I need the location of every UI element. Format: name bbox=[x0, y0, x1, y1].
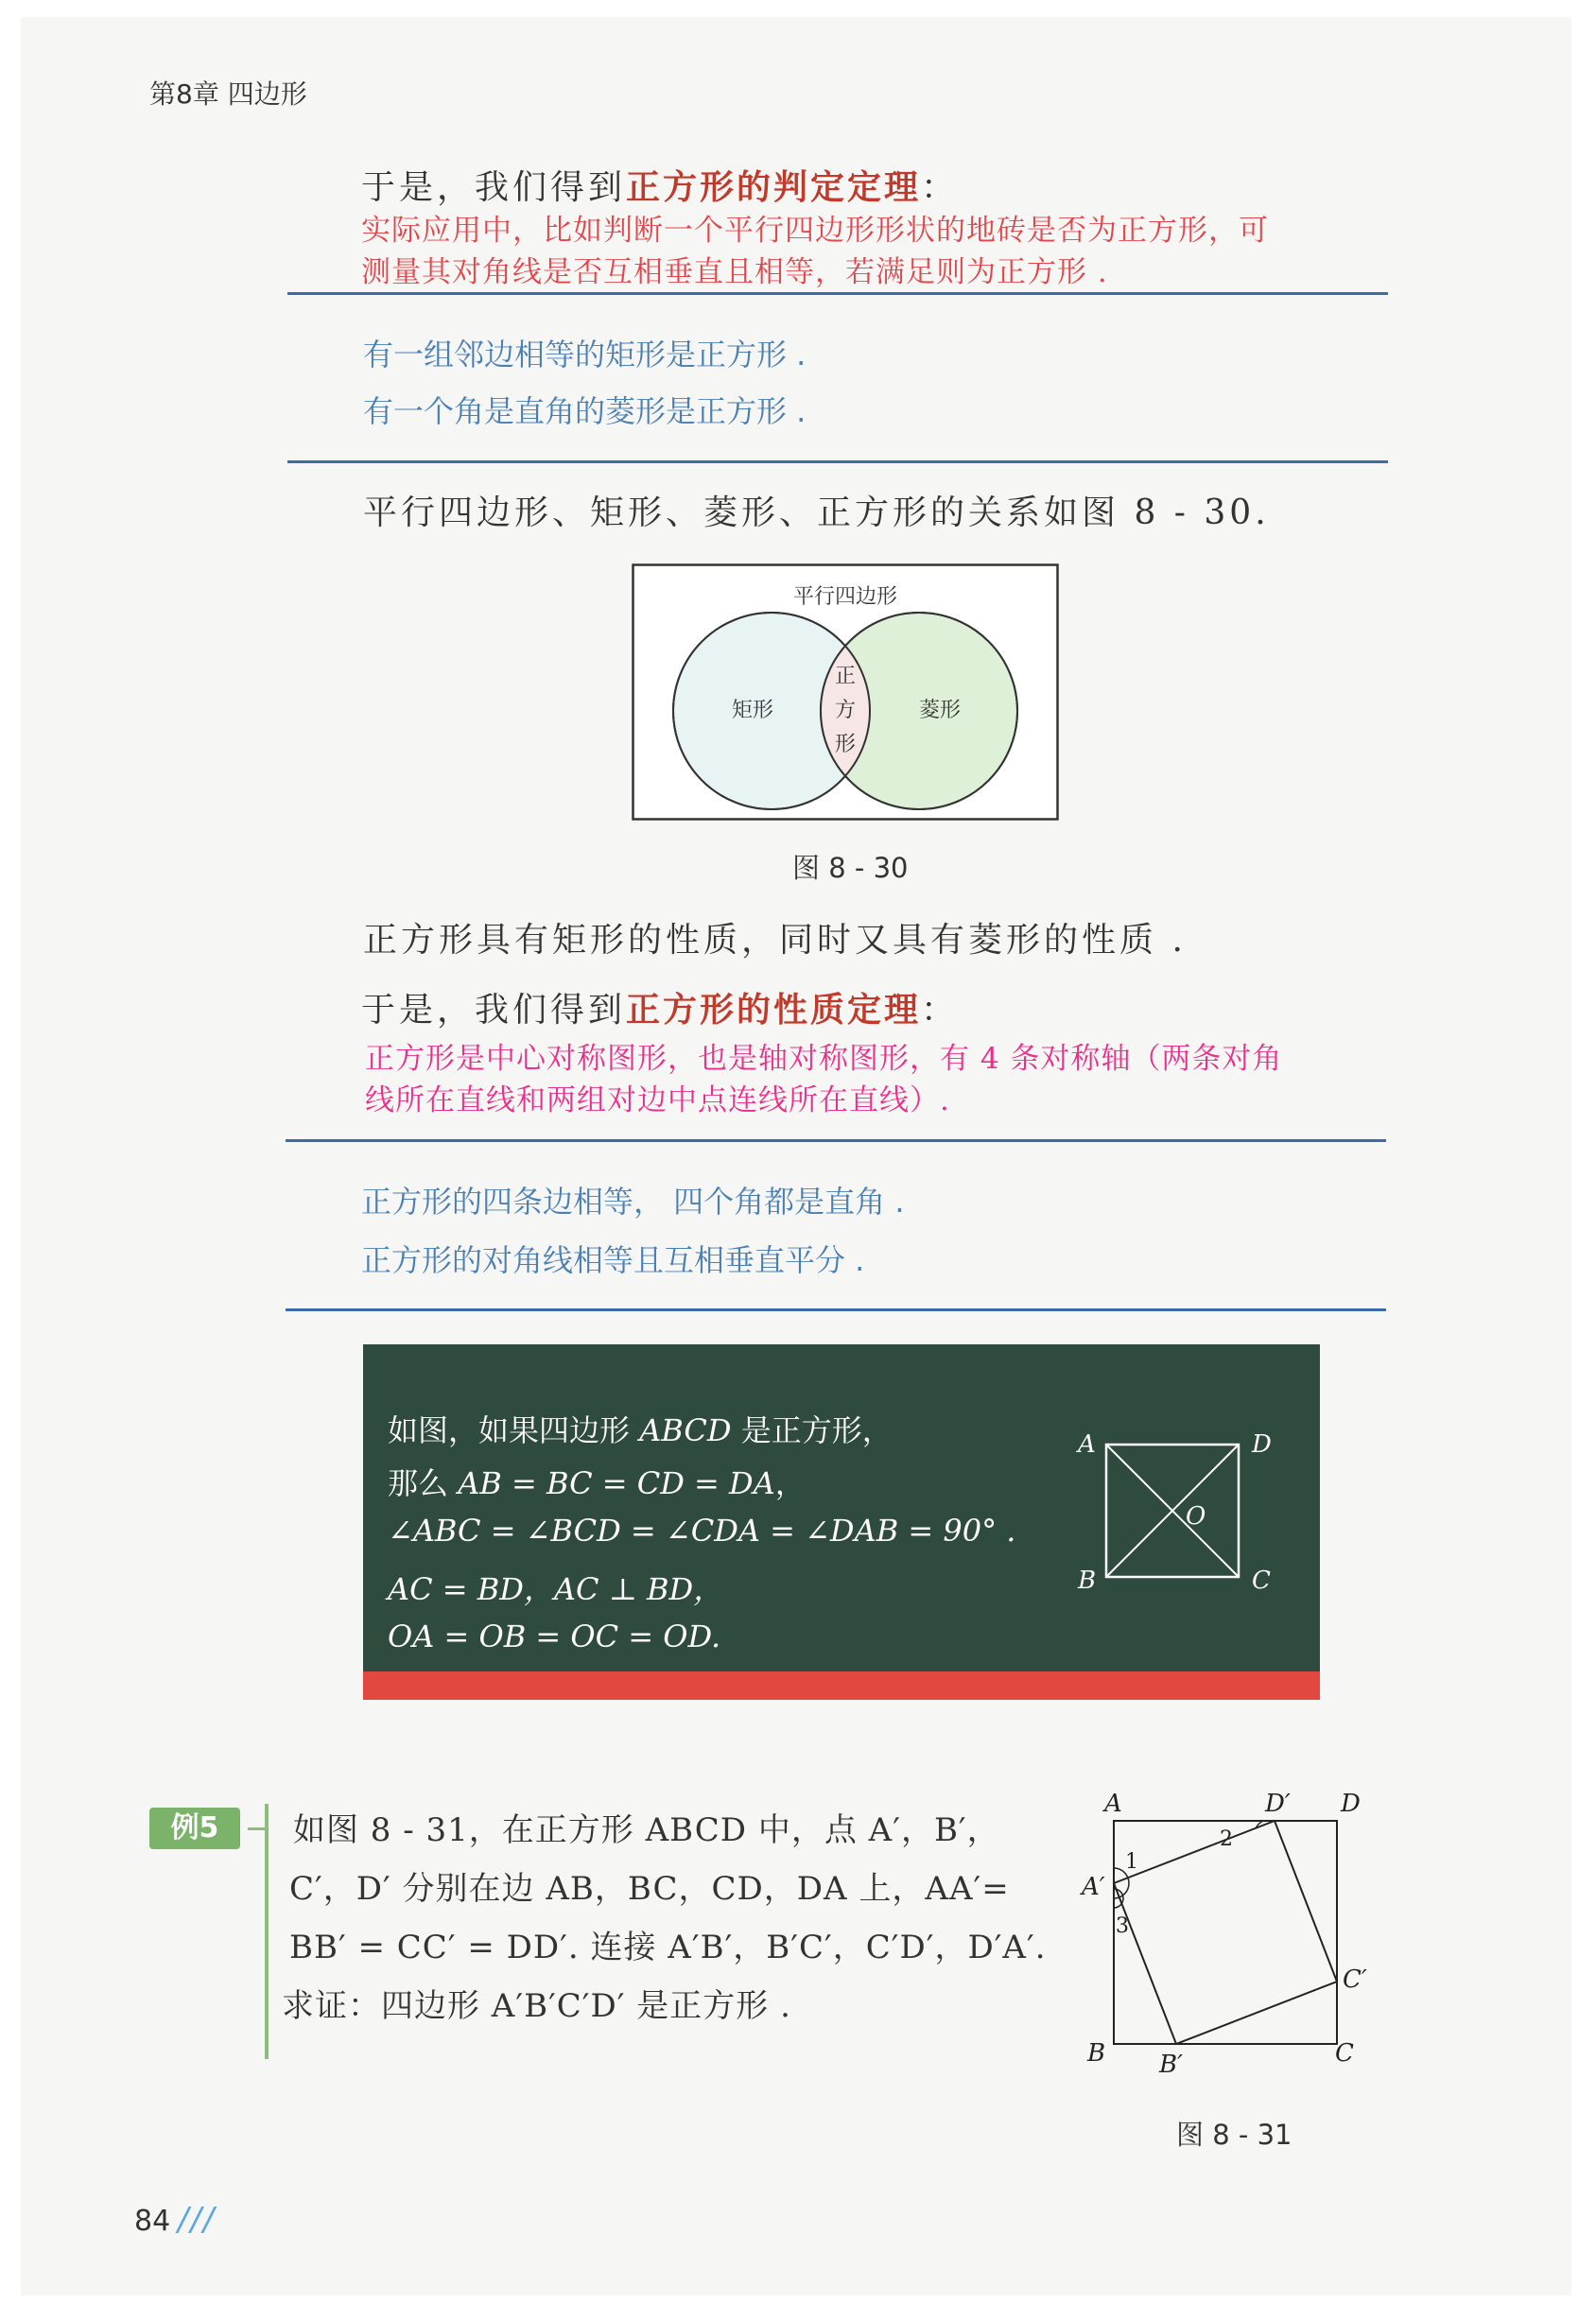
fig-label-c-prime: C′ bbox=[1343, 1965, 1367, 1994]
criteria-theorem-line2: 有一个角是直角的菱形是正方形 . bbox=[363, 393, 807, 429]
board-line-2 bbox=[388, 1460, 806, 1503]
board-line-2-pre: 那么 bbox=[388, 1465, 459, 1501]
intro-criteria bbox=[361, 161, 959, 209]
properties-note-line2: 线所在直线和两组对边中点连线所在直线）. bbox=[365, 1083, 950, 1117]
properties-rule-bottom bbox=[286, 1308, 1386, 1311]
board-line-5 bbox=[388, 1619, 720, 1654]
chapter-header: 第8章 四边形 bbox=[149, 78, 307, 110]
inner-square-a1b1c1d1 bbox=[1114, 1821, 1337, 2044]
page-number: 84 bbox=[134, 2205, 171, 2238]
example-line-4: 求证：四边形 A′B′C′D′ 是正方形 . bbox=[282, 1987, 791, 2025]
fig-angle-3: 3 bbox=[1116, 1914, 1129, 1938]
properties-theorem-line1: 正方形的四条边相等， 四个角都是直角 . bbox=[361, 1184, 905, 1220]
theorem-rule-bottom bbox=[287, 460, 1388, 463]
example-line-3: BB′ = CC′ = DD′. 连接 A′B′，B′C′，C′D′，D′A′. bbox=[289, 1929, 1047, 1966]
criteria-note bbox=[361, 210, 1269, 293]
board-line-4-math: AC = BD，AC ⊥ BD， bbox=[388, 1571, 724, 1607]
fig-label-c: C bbox=[1335, 2039, 1354, 2068]
figure-8-30-caption: 图 8 - 30 bbox=[792, 852, 909, 884]
theorem-rule-top bbox=[287, 292, 1388, 295]
board-line-5-math: OA = OB = OC = OD. bbox=[388, 1619, 721, 1654]
properties-note bbox=[365, 1038, 1282, 1121]
intro-properties-prefix: 于是，我们得到 bbox=[361, 991, 627, 1030]
example-badge: 例5 bbox=[149, 1808, 240, 1849]
venn-label-parallelogram: 平行四边形 bbox=[792, 585, 898, 609]
board-line-2-post: ， bbox=[774, 1465, 806, 1501]
fig-label-b: B bbox=[1087, 2039, 1106, 2068]
criteria-theorem-line1: 有一组邻边相等的矩形是正方形 . bbox=[363, 337, 807, 372]
criteria-note-line1: 实际应用中，比如判断一个平行四边形形状的地砖是否为正方形，可 bbox=[361, 214, 1269, 248]
venn-label-rectangle: 矩形 bbox=[731, 699, 774, 722]
board-label-a: A bbox=[1078, 1430, 1096, 1459]
board-line-3 bbox=[388, 1513, 1015, 1549]
figure-8-31-caption: 图 8 - 31 bbox=[1176, 2119, 1292, 2151]
board-stripe bbox=[363, 1671, 1320, 1700]
venn-label-square-char: 形 bbox=[834, 733, 857, 756]
intro-criteria-suffix: ： bbox=[921, 168, 960, 207]
criteria-note-line2: 测量其对角线是否互相垂直且相等，若满足则为正方形 . bbox=[361, 255, 1108, 289]
board-label-o: O bbox=[1186, 1502, 1206, 1531]
board-square-figure bbox=[1068, 1418, 1286, 1607]
board-line-4 bbox=[388, 1566, 723, 1609]
properties-note-line1: 正方形是中心对称图形，也是轴对称图形，有 4 条对称轴（两条对角 bbox=[365, 1042, 1283, 1076]
board-line-1-post: 是正方形， bbox=[731, 1412, 893, 1448]
relation-text: 平行四边形、矩形、菱形、正方形的关系如图 8 - 30. bbox=[363, 493, 1270, 532]
example-line-1: 如图 8 - 31，在正方形 ABCD 中，点 A′，B′， bbox=[293, 1811, 1000, 1849]
board-line-1 bbox=[388, 1407, 893, 1450]
intro-properties bbox=[361, 983, 959, 1031]
venn-label-square-char: 正 bbox=[834, 665, 857, 688]
intro-criteria-prefix: 于是，我们得到 bbox=[361, 168, 627, 207]
example-side-bar bbox=[265, 1804, 269, 2059]
fig-angle-1: 1 bbox=[1125, 1850, 1138, 1874]
properties-rule-top bbox=[286, 1139, 1386, 1142]
board-label-d: D bbox=[1252, 1430, 1272, 1459]
figure-8-31 bbox=[1068, 1777, 1380, 2080]
board-line-3-math: ∠ABC = ∠BCD = ∠CDA = ∠DAB = 90° . bbox=[388, 1513, 1016, 1549]
square-property-line: 正方形具有矩形的性质，同时又具有菱形的性质 . bbox=[363, 921, 1187, 960]
board-label-c: C bbox=[1252, 1567, 1271, 1595]
fig-label-d: D bbox=[1341, 1790, 1361, 1818]
board-line-1-pre: 如图，如果四边形 bbox=[388, 1412, 640, 1448]
fig-label-b-prime: B′ bbox=[1159, 2051, 1184, 2079]
fig-label-d-prime: D′ bbox=[1265, 1790, 1291, 1818]
properties-theorem-title: 正方形的性质定理 bbox=[626, 991, 922, 1030]
example-line-2: C′，D′ 分别在边 AB，BC，CD，DA 上，AA′= bbox=[289, 1870, 1010, 1908]
fig-label-a-prime: A′ bbox=[1082, 1873, 1105, 1901]
board-label-b: B bbox=[1078, 1567, 1097, 1595]
criteria-theorem-title: 正方形的判定定理 bbox=[626, 168, 922, 207]
board-line-2-math: AB = BC = CD = DA bbox=[458, 1465, 775, 1501]
outer-square-abcd bbox=[1114, 1821, 1337, 2044]
fig-angle-2: 2 bbox=[1220, 1827, 1233, 1851]
board-line-1-var: ABCD bbox=[639, 1412, 732, 1448]
venn-label-rhombus: 菱形 bbox=[918, 699, 962, 722]
fig-label-a: A bbox=[1104, 1790, 1122, 1818]
properties-theorem-line2: 正方形的对角线相等且互相垂直平分 . bbox=[361, 1242, 865, 1278]
venn-diagram bbox=[632, 563, 1059, 821]
intro-properties-suffix: ： bbox=[921, 991, 960, 1030]
page-decoration: /// bbox=[178, 2201, 217, 2239]
venn-label-square-char: 方 bbox=[834, 699, 857, 722]
